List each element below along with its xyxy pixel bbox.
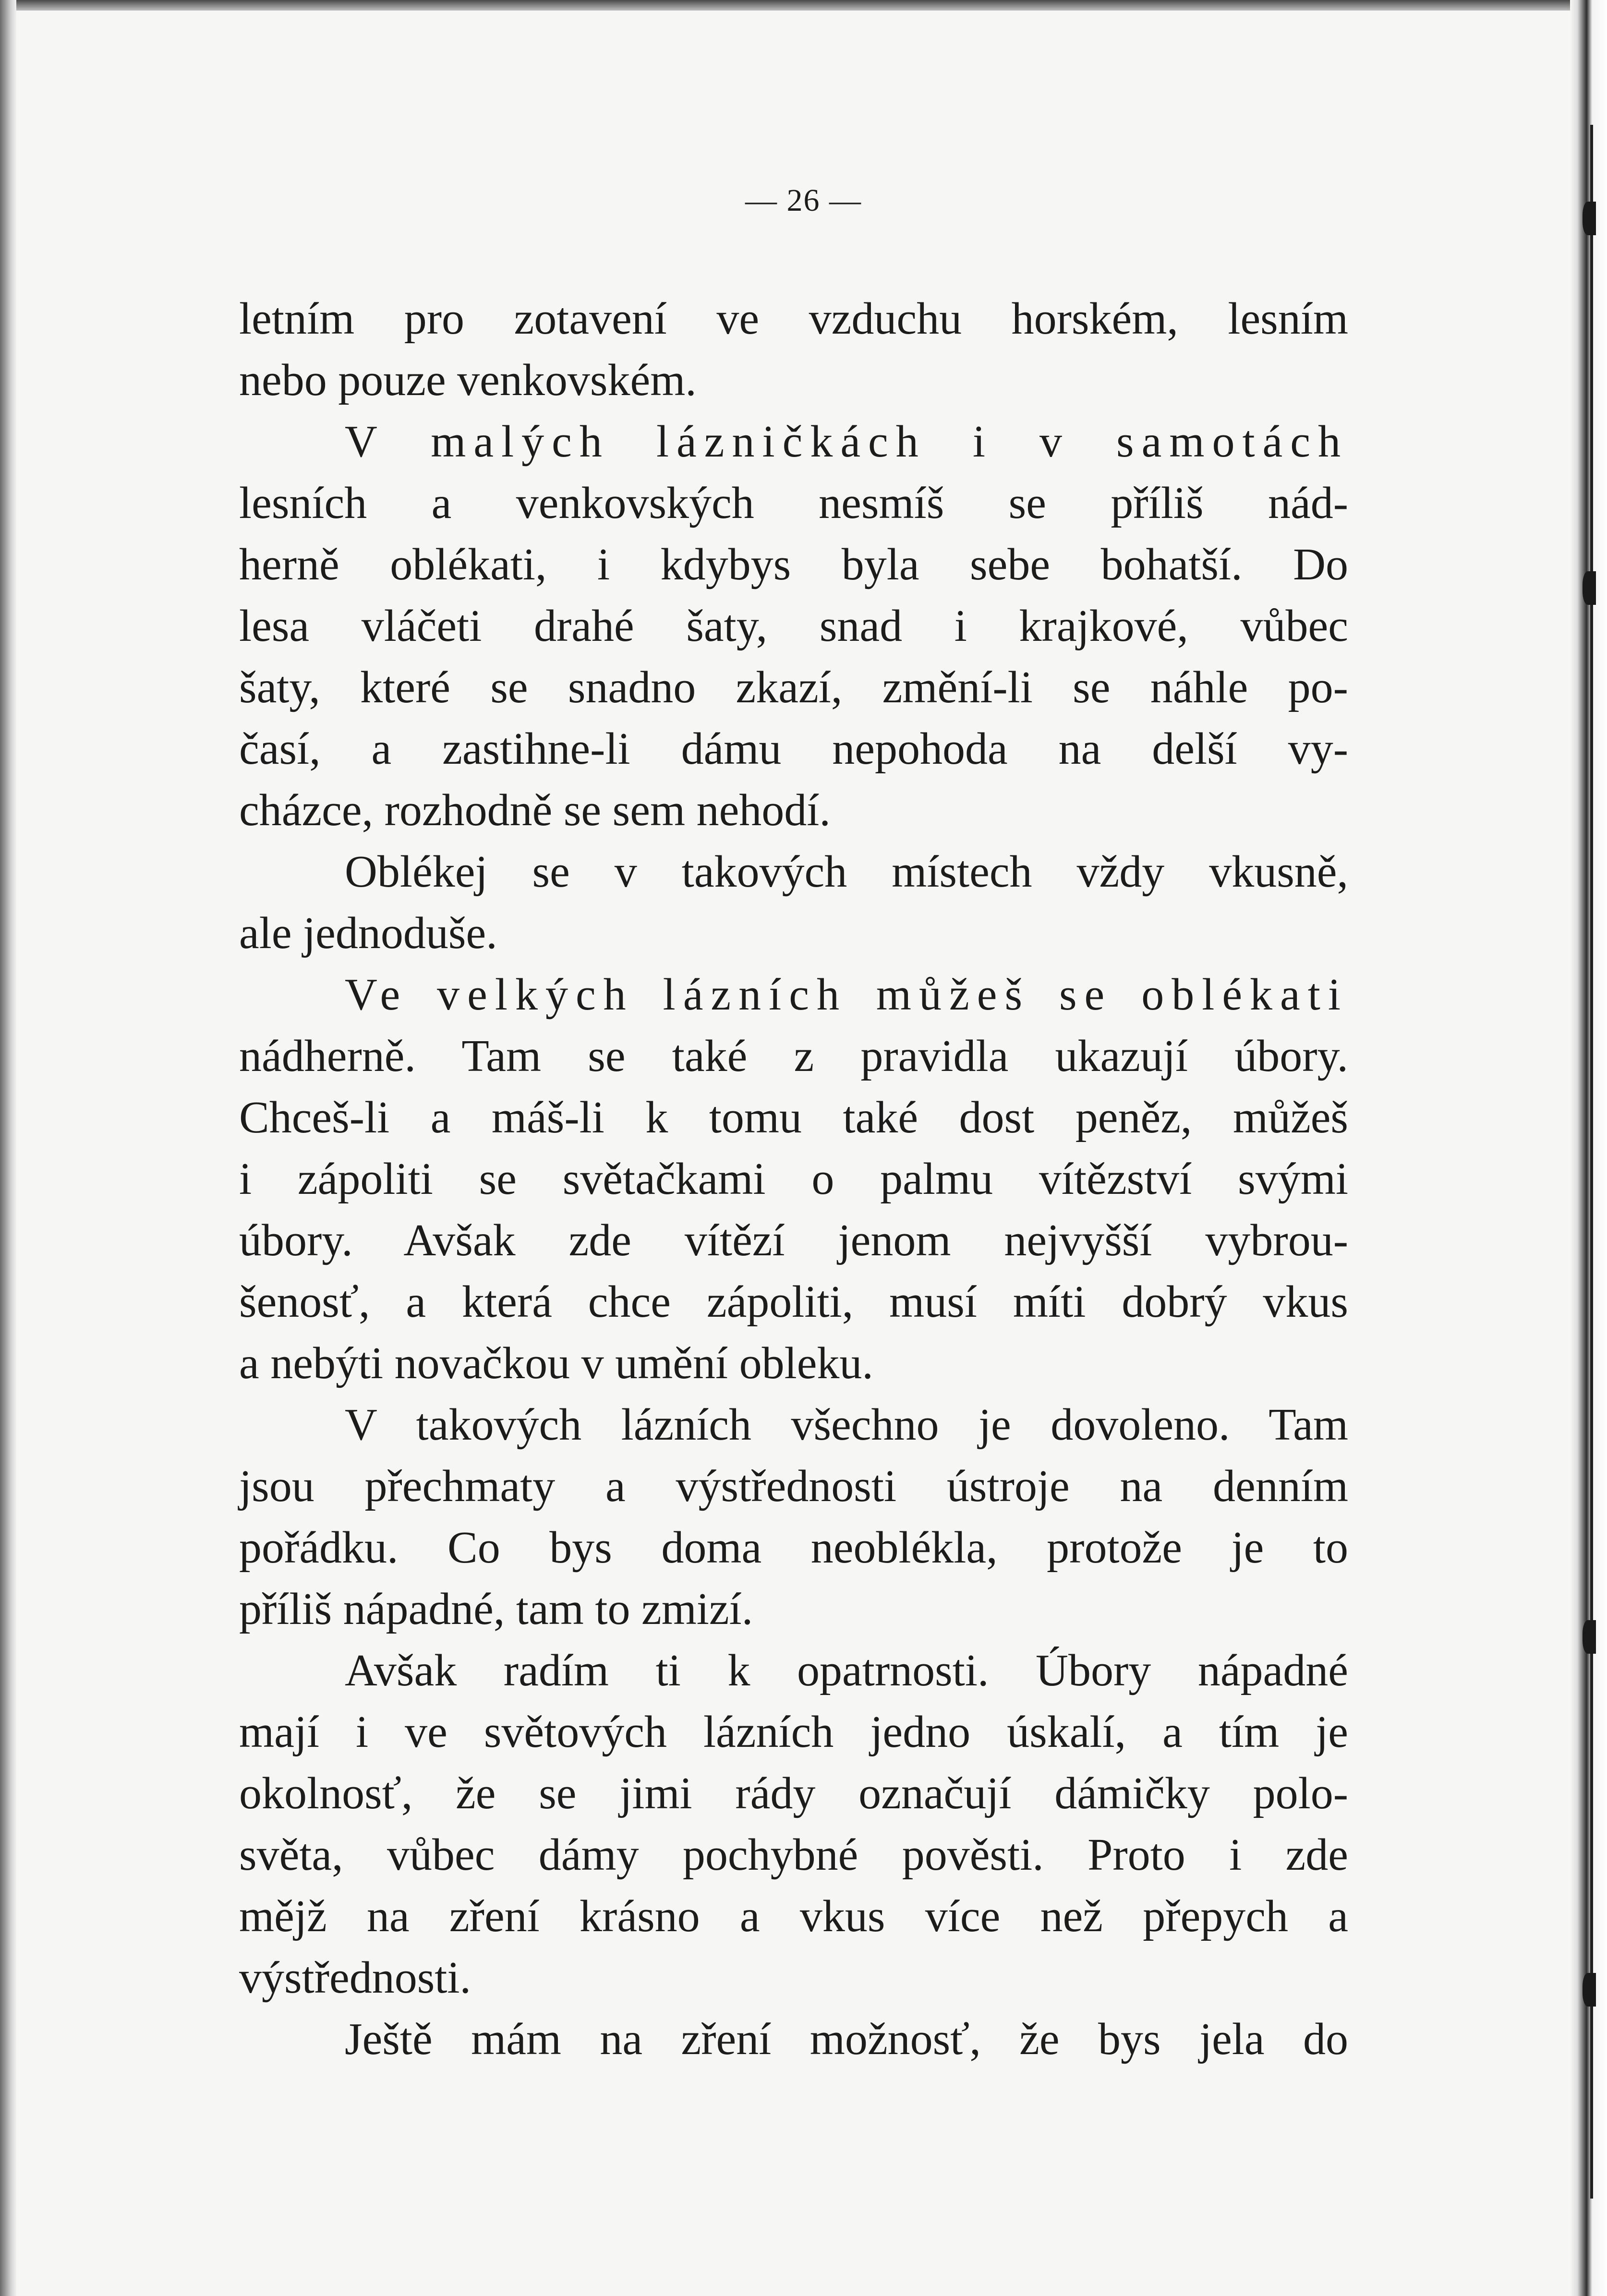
text-line: lesních a venkovských nesmíš se příliš nád-	[239, 478, 1348, 528]
text-line: mějž na zření krásno a vkus více než přepych a	[239, 1891, 1348, 1941]
text-line: šenosť, a která chce zápoliti, musí míti dobrý vkus	[239, 1277, 1348, 1327]
text-line: a nebýti novačkou v umění obleku.	[239, 1338, 873, 1388]
text-line: i zápoliti se světačkami o palmu vítězství svými	[239, 1154, 1348, 1204]
text-line: cházce, rozhodně se sem nehodí.	[239, 785, 831, 835]
scan-edge-right	[1570, 0, 1607, 2296]
text-line: mají i ve světových lázních jedno úskalí, a tím je	[239, 1707, 1348, 1757]
text-line: časí, a zastihne-li dámu nepohoda na delší vy-	[239, 724, 1348, 774]
text-line: V takových lázních všechno je dovoleno. Tam	[345, 1400, 1348, 1450]
text-line: Chceš-li a máš-li k tomu také dost peněz, můžeš	[239, 1093, 1348, 1142]
binding-notch	[1583, 1973, 1596, 2007]
text-line: lesa vláčeti drahé šaty, snad i krajkové, vůbec	[239, 601, 1348, 651]
binding-notch	[1583, 571, 1596, 605]
text-line: Ještě mám na zření možnosť, že bys jela do	[345, 2014, 1348, 2064]
text-line: Ve velkých lázních můžeš se oblékati	[345, 970, 1348, 1020]
text-line: nádherně. Tam se také z pravidla ukazují úbory.	[239, 1031, 1348, 1081]
page-number: — 26 —	[745, 183, 862, 218]
text-line: nebo pouze venkovském.	[239, 355, 697, 405]
scan-edge-left	[0, 0, 16, 2296]
text-line: jsou přechmaty a výstřednosti ústroje na denním	[239, 1461, 1348, 1511]
binding-notch	[1583, 1620, 1596, 1654]
text-line: pořádku. Co bys doma neoblékla, protože je to	[239, 1523, 1348, 1573]
text-line: Oblékej se v takových místech vždy vkusně,	[345, 847, 1348, 897]
text-line: okolnosť, že se jimi rády označují dámičky polo-	[239, 1768, 1348, 1818]
text-line: šaty, které se snadno zkazí, změní-li se náhle po-	[239, 662, 1348, 712]
scan-binding-line	[1590, 125, 1593, 2199]
scan-edge-top	[0, 0, 1607, 11]
text-line: Avšak radím ti k opatrnosti. Úbory nápadné	[345, 1646, 1348, 1695]
text-line: letním pro zotavení ve vzduchu horském, lesním	[239, 294, 1348, 344]
text-line: úbory. Avšak zde vítězí jenom nejvyšší vybrou-	[239, 1215, 1348, 1265]
text-line: světa, vůbec dámy pochybné pověsti. Proto i zde	[239, 1830, 1348, 1880]
body-text	[239, 288, 1348, 2070]
text-line: V malých lázničkách i v samotách	[345, 417, 1348, 467]
text-line: výstřednosti.	[239, 1953, 471, 2003]
text-line: ale jednoduše.	[239, 908, 497, 958]
text-line: herně oblékati, i kdybys byla sebe bohatší. Do	[239, 540, 1348, 589]
text-line: příliš nápadné, tam to zmizí.	[239, 1584, 753, 1634]
